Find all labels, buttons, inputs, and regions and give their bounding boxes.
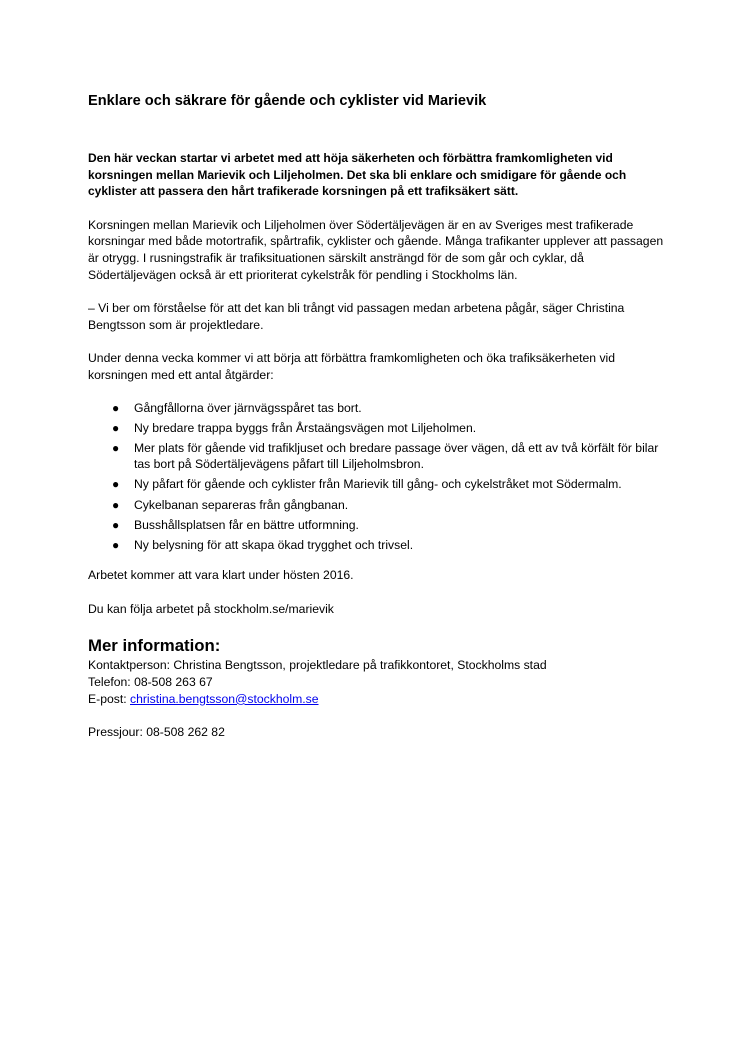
bullet-icon: ● — [112, 537, 120, 552]
pressjour: Pressjour: 08-508 262 82 — [88, 725, 225, 740]
body-paragraph-intro: Korsningen mellan Marievik och Liljeholmen över Södertäljevägen är en av Sveriges mest trafikerade korsningar med både motortrafik, spårtrafik, cyklister och gående. Många trafikanter upplever att passagen är otrygg. I rusningstrafik är trafiksituationen särskilt ansträngd för de som går och cyklar, då Södertäljevägen också är ett prioriterat cykelstråk för pendling i Stockholms län. — [88, 217, 664, 282]
lead-paragraph: Den här veckan startar vi arbetet med att höja säkerheten och förbättra framkomligheten vid korsningen mellan Marievik och Liljeholmen. Det ska bli enklare och smidigare för gående och cyklister att passera den hårt trafikerade korsningen på ett trafiksäkert sätt. — [88, 151, 627, 199]
bullet-icon: ● — [112, 477, 120, 492]
email-link[interactable]: christina.bengtsson@stockholm.se — [130, 691, 319, 706]
body-paragraph-quote: – Vi ber om förståelse för att det kan bli trångt vid passagen medan arbetena pågår, säger Christina Bengtsson som är projektledare. — [88, 301, 625, 332]
more-info-heading: Mer information: — [88, 636, 221, 656]
list-item: ● Mer plats för gående vid trafikljuset och bredare passage över vägen, då ett av två körfält för bilar tas bort på Södertäljevägens påfart till Liljeholmsbron. — [112, 440, 659, 472]
list-item: ● Gångfållorna över järnvägsspåret tas bort. — [112, 400, 362, 415]
contact-person: Kontaktperson: Christina Bengtsson, projektledare på trafikkontoret, Stockholms stad — [88, 658, 547, 673]
bullet-icon: ● — [112, 400, 120, 415]
measures-list — [88, 400, 666, 554]
bullet-icon: ● — [112, 497, 120, 512]
list-item: ● Busshållsplatsen får en bättre utformning. — [112, 517, 359, 532]
bullet-icon: ● — [112, 420, 120, 435]
list-item: ● Ny bredare trappa byggs från Årstaängsvägen mot Liljeholmen. — [112, 420, 477, 435]
page-title: Enklare och säkrare för gående och cyklister vid Marievik — [88, 93, 487, 109]
contact-phone: Telefon: 08-508 263 67 — [88, 675, 213, 690]
bullet-icon: ● — [112, 440, 120, 455]
body-paragraph-completion: Arbetet kommer att vara klart under hösten 2016. — [88, 568, 354, 583]
body-paragraph-follow: Du kan följa arbetet på stockholm.se/marievik — [88, 601, 334, 616]
list-item: ● Ny belysning för att skapa ökad trygghet och trivsel. — [112, 537, 414, 552]
list-item: ● Ny påfart för gående och cyklister från Marievik till gång- och cykelstråket mot Södermalm. — [112, 477, 622, 492]
body-paragraph-measures-intro: Under denna vecka kommer vi att börja att förbättra framkomligheten och öka trafiksäkerheten vid korsningen med ett antal åtgärder: — [88, 351, 616, 382]
list-item: ● Cykelbanan separeras från gångbanan. — [112, 497, 349, 512]
contact-email-line — [88, 691, 666, 708]
email-label: E-post: — [88, 691, 130, 706]
bullet-icon: ● — [112, 517, 120, 532]
